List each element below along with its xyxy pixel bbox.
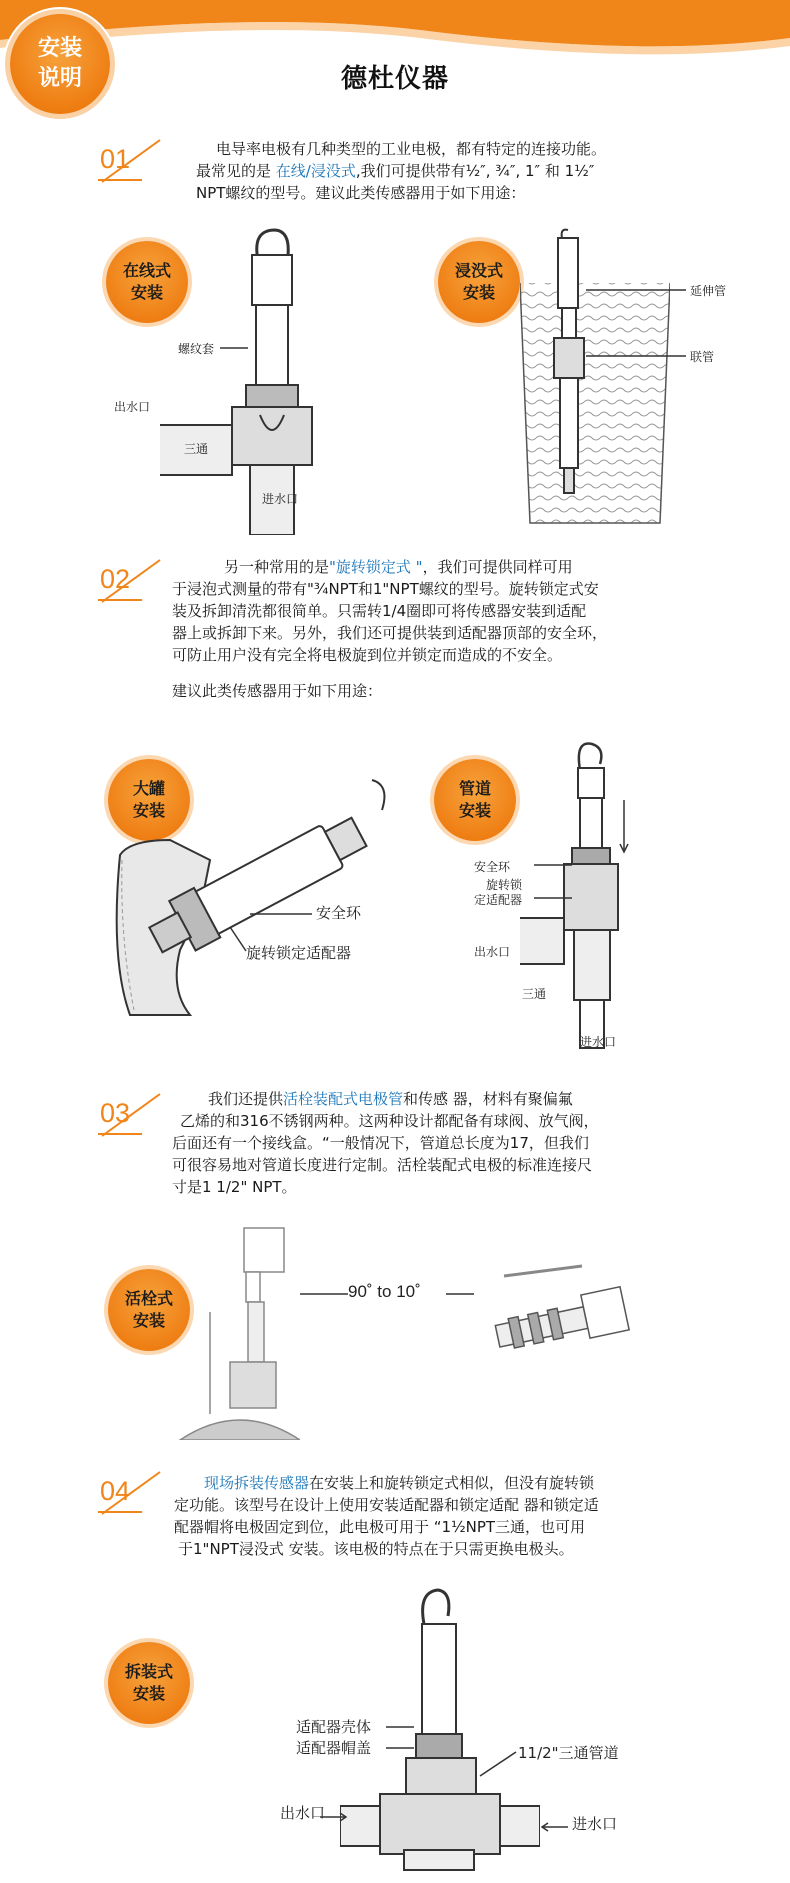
section-number-02: 02 (96, 556, 166, 616)
label-extension-tube: 延伸管 (690, 284, 727, 298)
hot-tap-install-badge: 活栓式 安装 (108, 1269, 190, 1351)
removable-install-badge: 拆装式 安装 (108, 1642, 190, 1724)
section-number-01: 01 (96, 136, 166, 196)
angle-range-label: 90˚ to 10˚ (348, 1282, 421, 1301)
label-safety-ring-pipe: 安全环 (474, 860, 511, 874)
label-adapter-body: 适配器壳体 (296, 1718, 372, 1736)
section-number-04: 04 (96, 1468, 166, 1528)
label-inlet-removable: 进水口 (572, 1815, 618, 1833)
immersion-install-badge: 浸没式 安装 (438, 241, 520, 323)
badge-line-1: 安装 (37, 36, 82, 61)
hot-tap-diagram-angled (490, 1262, 630, 1352)
section-number-03: 03 (96, 1090, 166, 1150)
label-tee: 三通 (184, 442, 209, 456)
hot-tap-diagram-vertical (170, 1224, 300, 1440)
label-union: 联管 (690, 350, 715, 364)
section-01-text: 电导率电极有几种类型的工业电极，都有特定的连接功能。 最常见的是 在线/浸没式,我们可提供带有½″, ¾″, 1″ 和 1½″ NPT螺纹的型号。建议此类传感器用于如下用途： (196, 140, 607, 202)
section-04-text: 现场拆装传感器在安装上和旋转锁定式相似，但没有旋转锁 定功能。该型号在设计上使用安装适配器和锁定适配 器和锁定适 配器帽将电极固定到位，此电极可用于 “1½NPT三通，也可用 于1"NPT浸没式 安装。该电极的特点在于只需更换电极头。 (174, 1474, 599, 1558)
pipe-install-badge: 管道 安装 (434, 759, 516, 841)
label-twistlock-line2: 定适配器 (474, 893, 523, 907)
label-inlet: 进水口 (262, 492, 299, 506)
label-tee-pipe-size: 11/2"三通管道 (518, 1744, 619, 1762)
label-outlet-pipe: 出水口 (474, 945, 511, 959)
section-02-text: 另一种常用的是"旋转锁定式 "，我们可提供同样可用 于浸泡式测量的带有"¾NPT和1"NPT螺纹的型号。旋转锁定式安 装及拆卸清洗都很简单。只需转1/4圈即可将传感器安装到适配 器上或拆卸下来。另外，我们还可提供装到适配器顶部的安全环， 可防止用户没有完全将电极旋到位并锁定而造成的不安全。 建议此类传感器用于如下用途： (172, 558, 608, 700)
label-twistlock-line1: 旋转锁 (486, 878, 523, 892)
immersion-install-diagram (520, 228, 670, 528)
badge-line-2: 说明 (37, 66, 82, 91)
label-tee-pipe: 三通 (522, 987, 547, 1001)
label-inlet-pipe: 进水口 (580, 1035, 617, 1049)
label-safety-ring-tank: 安全环 (316, 904, 362, 922)
label-twistlock-adapter-tank: 旋转锁定适配器 (246, 944, 352, 962)
label-adapter-cap: 适配器帽盖 (296, 1739, 372, 1757)
inline-install-diagram (160, 225, 330, 535)
tank-install-diagram (110, 760, 390, 1030)
brand-title: 德杜仪器 (340, 64, 449, 94)
section-03-text: 我们还提供活栓装配式电极管和传感 器，材料有聚偏氟 乙烯的和316不锈钢两种。这两种设计都配备有球阀、放气阀， 后面还有一个接线盒。“一般情况下，管道总长度为17，但我们 可很容易地对管道长度进行定制。活栓装配式电极的标准连接尺 寸是1 1/2" NPT。 (172, 1090, 599, 1196)
label-thread-sleeve: 螺纹套 (178, 342, 215, 356)
label-outlet-removable: 出水口 (280, 1804, 326, 1822)
inline-install-badge: 在线式 安装 (106, 241, 188, 323)
tank-install-badge: 大罐 安装 (108, 759, 190, 841)
label-outlet: 出水口 (114, 400, 151, 414)
